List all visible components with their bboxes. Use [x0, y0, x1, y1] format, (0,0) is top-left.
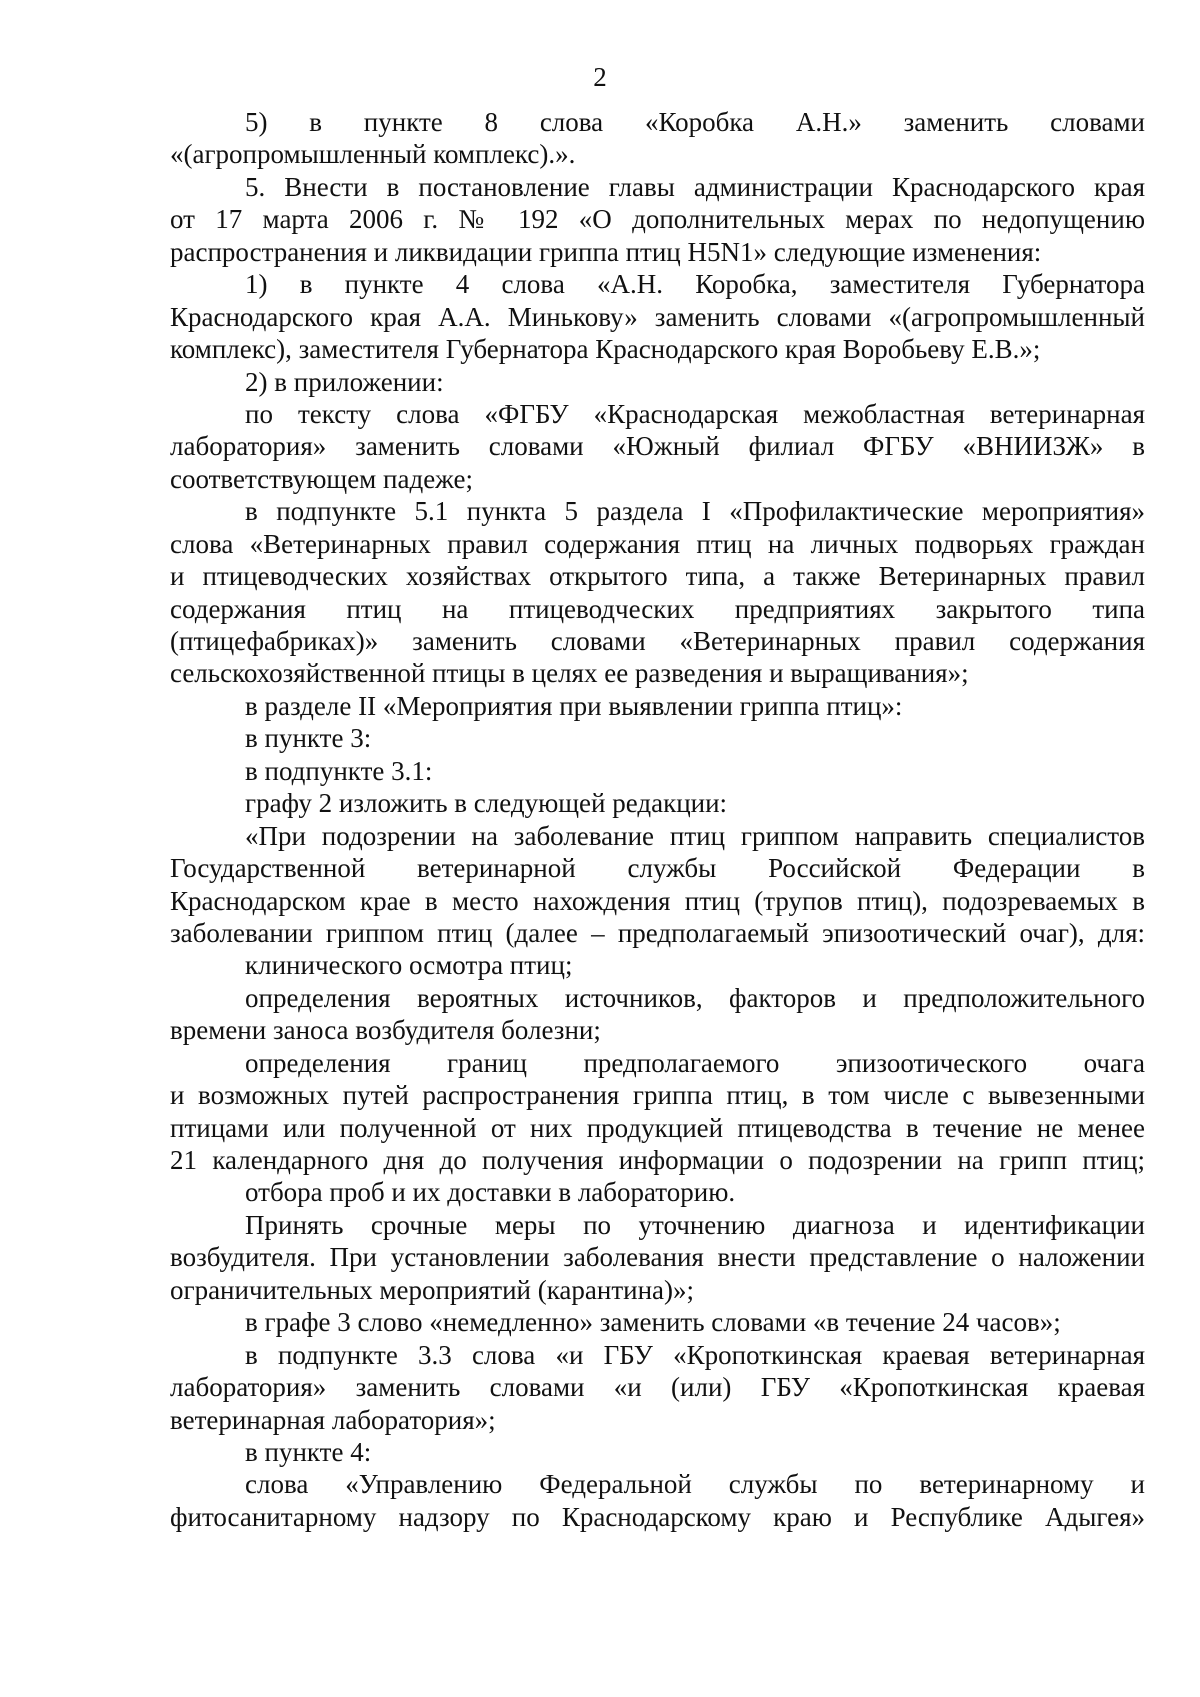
text-line: клинического осмотра птиц;	[245, 950, 573, 981]
text-line: Принять срочные меры по уточнению диагноза и идентификации	[245, 1209, 1145, 1240]
text-line: заболевании гриппом птиц (далее – предполагаемый эпизоотический очаг), для:	[170, 917, 1145, 948]
text-line: слова «Управлению Федеральной службы по ветеринарному и	[245, 1469, 1145, 1500]
text-line: лаборатория» заменить словами «и (или) ГБУ «Кропоткинская краевая	[170, 1372, 1145, 1403]
text-line: 5) в пункте 8 слова «Коробка А.Н.» заменить словами	[245, 107, 1145, 137]
text-line: 21 календарного дня до получения информации о подозрении на грипп птиц;	[170, 1145, 1145, 1175]
text-line: 5. Внести в постановление главы администрации Краснодарского края	[245, 171, 1145, 202]
text-line: времени заноса возбудителя болезни;	[170, 1015, 601, 1046]
text-line: (птицефабриках)» заменить словами «Ветеринарных правил содержания	[170, 626, 1145, 656]
text-line: Государственной ветеринарной службы Российской Федерации в	[170, 853, 1145, 884]
text-line: ограничительных мероприятий (карантина)»;	[170, 1274, 695, 1305]
text-line: в пункте 4:	[245, 1436, 372, 1467]
text-line: содержания птиц на птицеводческих предприятиях закрытого типа	[170, 593, 1145, 624]
text-line: комплекс), заместителя Губернатора Краснодарского края Воробьеву Е.В.»;	[170, 334, 1041, 365]
text-line: «(агропромышленный комплекс).».	[170, 139, 576, 170]
text-line: Краснодарском крае в место нахождения птиц (трупов птиц), подозреваемых в	[170, 885, 1145, 916]
text-line: в разделе II «Мероприятия при выявлении гриппа птиц»:	[245, 690, 903, 721]
text-line: слова «Ветеринарных правил содержания птиц на личных подворьях граждан	[170, 528, 1145, 559]
text-line: ветеринарная лаборатория»;	[170, 1404, 496, 1435]
text-line: «При подозрении на заболевание птиц гриппом направить специалистов	[245, 820, 1145, 851]
text-line: и птицеводческих хозяйствах открытого типа, а также Ветеринарных правил	[170, 561, 1145, 592]
page-number: 2	[593, 62, 607, 92]
text-line: 1) в пункте 4 слова «А.Н. Коробка, заместителя Губернатора	[245, 269, 1145, 300]
text-line: в графе 3 слово «немедленно» заменить словами «в течение 24 часов»;	[245, 1307, 1061, 1338]
text-line: графу 2 изложить в следующей редакции:	[245, 788, 728, 819]
text-line: определения границ предполагаемого эпизоотического очага	[245, 1047, 1145, 1078]
text-line: фитосанитарному надзору по Краснодарскому краю и Республике Адыгея»	[170, 1501, 1145, 1532]
text-line: в подпункте 3.1:	[245, 755, 433, 786]
text-line: соответствующем падеже;	[170, 463, 473, 494]
text-line: птицами или полученной от них продукцией птицеводства в течение не менее	[170, 1112, 1145, 1143]
text-line: в пункте 3:	[245, 723, 372, 754]
text-line: определения вероятных источников, факторов и предположительного	[245, 982, 1145, 1013]
text-line: от 17 марта 2006 г. № 192 «О дополнительных мерах по недопущению	[170, 204, 1145, 235]
text-line: в подпункте 5.1 пункта 5 раздела I «Профилактические мероприятия»	[245, 496, 1145, 527]
text-line: лаборатория» заменить словами «Южный филиал ФГБУ «ВНИИЗЖ» в	[170, 431, 1145, 462]
text-line: и возможных путей распространения гриппа птиц, в том числе с вывезенными	[170, 1080, 1145, 1111]
text-line: распространения и ликвидации гриппа птиц H5N1» следующие изменения:	[170, 236, 1042, 267]
text-line: 2) в приложении:	[245, 366, 444, 397]
text-line: по тексту слова «ФГБУ «Краснодарская межобластная ветеринарная	[245, 398, 1145, 429]
text-line: сельскохозяйственной птицы в целях ее разведения и выращивания»;	[170, 658, 969, 689]
text-line: возбудителя. При установлении заболевания внести представление о наложении	[170, 1242, 1145, 1273]
text-line: отбора проб и их доставки в лабораторию.	[245, 1177, 736, 1208]
document-body	[170, 106, 1145, 1533]
text-line: Краснодарского края А.А. Минькову» заменить словами «(агропромышленный	[170, 301, 1145, 332]
text-line: в подпункте 3.3 слова «и ГБУ «Кропоткинская краевая ветеринарная	[245, 1339, 1145, 1370]
